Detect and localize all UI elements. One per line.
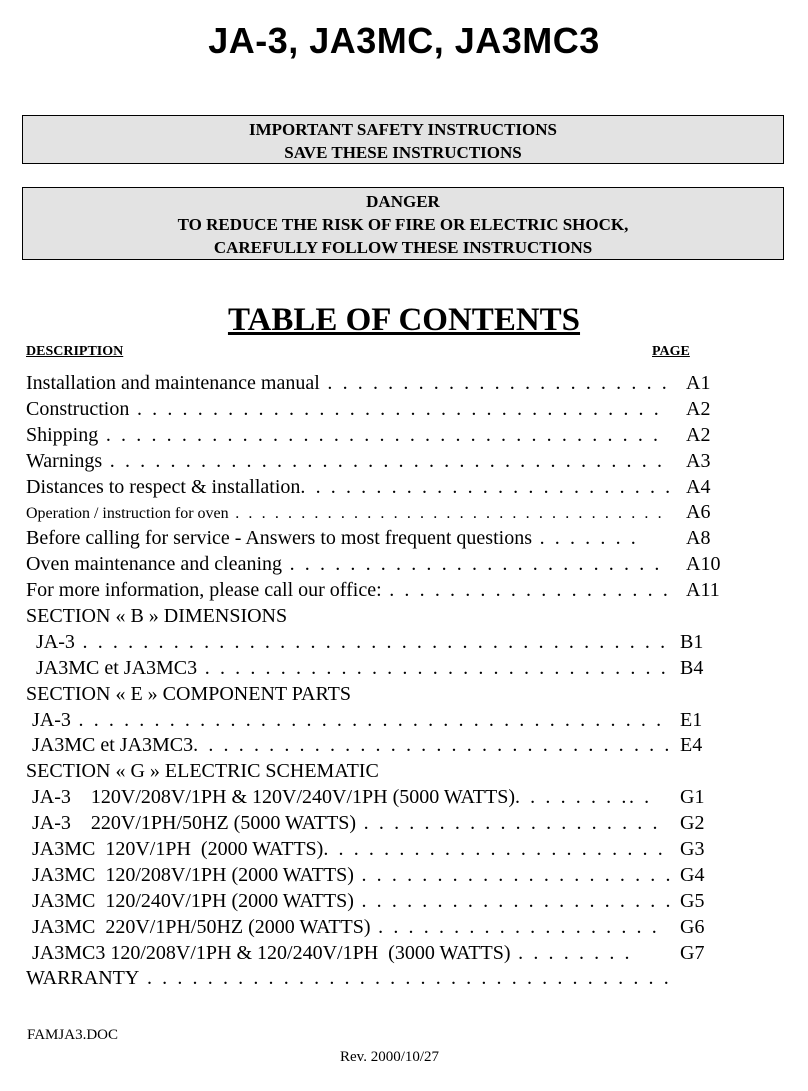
danger-line-1: DANGER: [366, 192, 440, 211]
toc-entry-text: SECTION « E » COMPONENT PARTS: [26, 682, 351, 705]
toc-entry-text: Warnings: [26, 449, 103, 472]
toc-entry: [26, 499, 786, 525]
toc-entry-leader-dots: . . . . . . . . . . . . . . . . . . . . . . . . . . . . . . . . . . . . . . .: [70, 708, 664, 731]
toc-entry-leader-dots: . . . . . . . . . . . . . . . . . . . . . . . . . . . . . . . . .: [228, 505, 665, 523]
footer-revision: Rev. 2000/10/27: [340, 1049, 440, 1065]
toc-entry-text: JA3MC 220V/1PH/50HZ (2000 WATTS): [32, 915, 371, 938]
toc-entry-page: G7: [680, 941, 705, 964]
toc-title: TABLE OF CONTENTS: [227, 302, 581, 338]
toc-entry-leader-dots: . . . . . . . . . . . . . . . . . . . . .: [353, 889, 674, 912]
toc-entry: [26, 914, 786, 940]
toc-entry-page: A11: [686, 579, 720, 602]
toc-entry-leader-dots: . . . . . . . . . . . . . . . . . . . . . . .: [323, 838, 666, 861]
footer-filename: FAMJA3.DOC: [27, 1027, 118, 1043]
toc-entry-text: Operation / instruction for oven: [26, 505, 229, 523]
toc-entry-leader-dots: . . . . . . . .: [510, 941, 633, 964]
toc-entry: [26, 422, 786, 448]
toc-entry-text: JA3MC 120/240V/1PH (2000 WATTS): [32, 889, 354, 912]
toc-entry: [26, 396, 786, 422]
toc-entry-text: JA3MC et JA3MC3: [32, 734, 194, 757]
toc-entry-leader-dots: . . . . . . . . . . . . . . . . . . . . . . . . . . . . . . . . . . . . . . .: [74, 630, 668, 653]
toc-entry-page: A2: [686, 397, 711, 420]
toc-entry: [26, 965, 786, 991]
toc-entry-text: WARRANTY: [26, 967, 140, 990]
toc-entry-text: JA-3 120V/208V/1PH & 120V/240V/1PH (5000 WATTS): [32, 786, 515, 809]
toc-entry-leader-dots: . . . . . . . . . . . . . . . . . . . . . . . . .: [300, 475, 673, 498]
toc-entry: [26, 732, 786, 758]
toc-entry-leader-dots: . . . . . . . . . . . . . . . . . . .: [370, 915, 660, 938]
safety-line-2: SAVE THESE INSTRUCTIONS: [284, 143, 522, 162]
toc-entry-text: For more information, please call our office:: [26, 579, 382, 602]
toc-entry-text: JA-3: [36, 630, 75, 653]
toc-entry-page: A8: [686, 527, 711, 550]
toc-entry: [26, 448, 786, 474]
toc-entry-page: B4: [680, 656, 704, 679]
toc-entry-page: A1: [686, 372, 711, 394]
toc-entry: [26, 940, 786, 966]
toc-entry: [26, 862, 786, 888]
toc-entry-page: A3: [686, 449, 711, 472]
document-title: JA-3, JA3MC, JA3MC3: [208, 20, 600, 61]
toc-entry-page: A6: [686, 501, 711, 524]
toc-entry-leader-dots: . . . . . . . . . . . . . . . . . . . . . . . . . . . . . . . . . . .: [139, 967, 672, 990]
danger-line-3: CAREFULLY FOLLOW THESE INSTRUCTIONS: [213, 238, 593, 257]
toc-entry: [26, 888, 786, 914]
toc-entry-page: G1: [680, 786, 705, 809]
toc-entry-leader-dots: . . . . . . . . . . . . . . . . . . . . . . . . .: [282, 553, 662, 576]
toc-entry-page: A10: [686, 553, 721, 576]
safety-line-1: IMPORTANT SAFETY INSTRUCTIONS: [249, 120, 557, 139]
toc-entry-leader-dots: . . . . . . . . . . . . . . . . . . . . . . . . . . . . . . . . . . .: [129, 397, 662, 420]
toc-entry-text: JA3MC 120V/1PH (2000 WATTS): [32, 838, 324, 861]
toc-entry: [26, 784, 786, 810]
toc-entry-text: Installation and maintenance manual: [26, 372, 320, 394]
toc-entry: [26, 525, 786, 551]
safety-instructions-box: [22, 115, 784, 164]
toc-entry-text: JA3MC et JA3MC3: [36, 656, 198, 679]
toc-entry: [26, 681, 786, 707]
toc-entry: [26, 707, 786, 733]
toc-entry-leader-dots: . . . . . . . . . . . . . . . . . . . . .: [353, 863, 674, 886]
toc-entry-leader-dots: . . . . . . . . . . . . . . . . . . .: [381, 579, 671, 602]
toc-entry-page: G2: [680, 812, 705, 835]
toc-entry-page: G3: [680, 838, 705, 861]
toc-entry-page: E1: [680, 708, 703, 731]
toc-entry-page: A2: [686, 423, 711, 446]
toc-entry-text: Oven maintenance and cleaning: [26, 553, 282, 576]
toc-entry-page: G6: [680, 915, 705, 938]
toc-entry: [26, 577, 786, 603]
toc-entry: [26, 551, 786, 577]
toc-entry: [26, 836, 786, 862]
toc-entry-page: A4: [686, 475, 711, 498]
toc-entry-text: JA-3: [32, 708, 71, 731]
toc-entry-text: Shipping: [26, 423, 99, 446]
toc-entry-text: Distances to respect & installation: [26, 475, 301, 498]
toc-entries: [26, 370, 786, 991]
toc-entry-text: JA3MC3 120/208V/1PH & 120/240V/1PH (3000 WATTS): [32, 941, 511, 964]
toc-entry-leader-dots: . . . . . . . . . . . . . . . . . . . . . . . . . . . . . . .: [197, 656, 669, 679]
toc-entry-text: Before calling for service - Answers to most frequent questions: [26, 527, 532, 550]
toc-entry: [26, 810, 786, 836]
toc-entry-leader-dots: . . . . . . . .. .: [514, 786, 652, 809]
toc-entry: [26, 603, 786, 629]
toc-entry-text: Construction: [26, 397, 130, 420]
toc-entry: [26, 758, 786, 784]
column-header-page: PAGE: [652, 344, 690, 359]
danger-box: [22, 187, 784, 260]
toc-entry: [26, 629, 786, 655]
toc-entry-text: SECTION « G » ELECTRIC SCHEMATIC: [26, 760, 379, 783]
toc-entry-page: E4: [680, 734, 703, 757]
toc-entry-page: G5: [680, 889, 705, 912]
toc-entry-leader-dots: . . . . . . . . . . . . . . . . . . . . . . . . . . . . . . . .: [193, 734, 672, 757]
toc-entry-leader-dots: . . . . . . . . . . . . . . . . . . . . . . . . . . . . . . . . . . . . .: [98, 423, 661, 446]
toc-entry-leader-dots: . . . . . . .: [531, 527, 639, 550]
toc-entry-page: B1: [680, 630, 704, 653]
toc-entry: [26, 655, 786, 681]
danger-line-2: TO REDUCE THE RISK OF FIRE OR ELECTRIC SHOCK,: [177, 215, 629, 234]
toc-entry-text: SECTION « B » DIMENSIONS: [26, 605, 288, 628]
toc-entry-leader-dots: . . . . . . . . . . . . . . . . . . . .: [356, 812, 661, 835]
toc-entry-leader-dots: . . . . . . . . . . . . . . . . . . . . . . .: [319, 372, 670, 394]
toc-entry-text: JA-3 220V/1PH/50HZ (5000 WATTS): [32, 812, 357, 835]
toc-entry-leader-dots: . . . . . . . . . . . . . . . . . . . . . . . . . . . . . . . . . . . . .: [102, 449, 665, 472]
column-header-description: DESCRIPTION: [26, 344, 124, 359]
toc-entry-page: G4: [680, 863, 705, 886]
toc-entry: [26, 474, 786, 500]
toc-entry-text: JA3MC 120/208V/1PH (2000 WATTS): [32, 863, 354, 886]
toc-entry: [26, 370, 786, 396]
